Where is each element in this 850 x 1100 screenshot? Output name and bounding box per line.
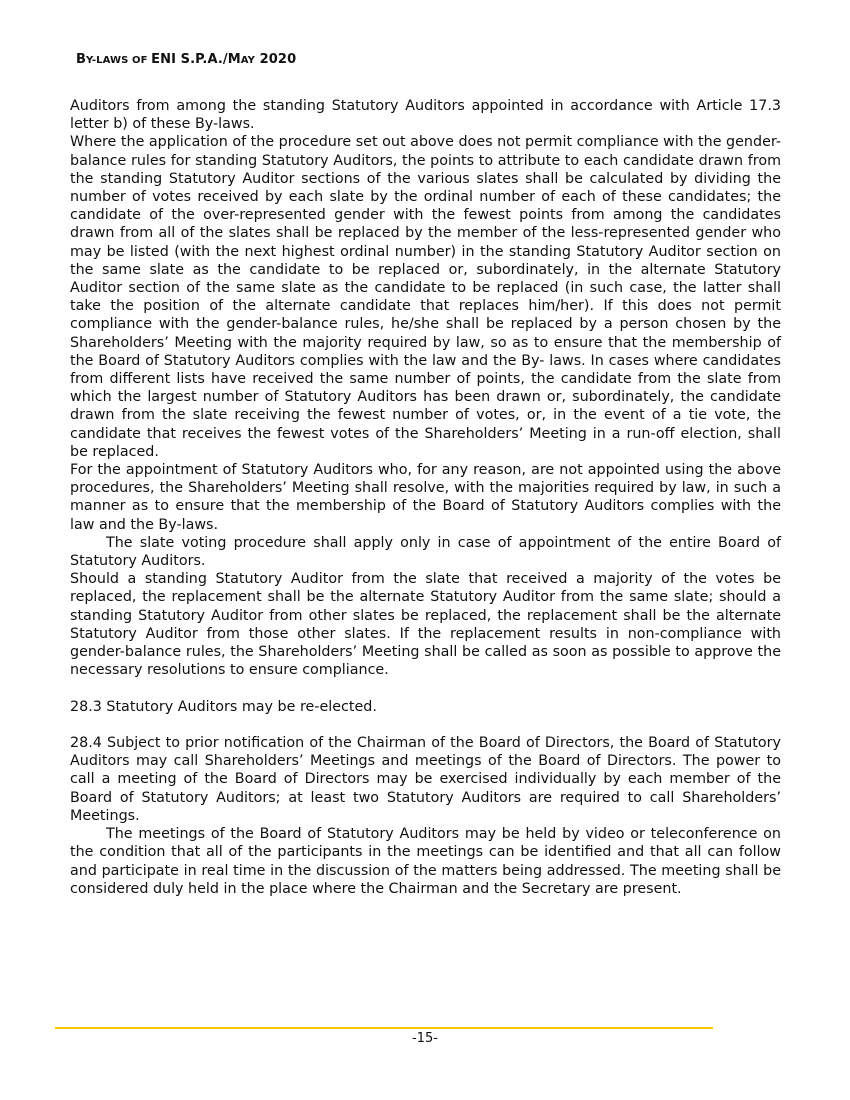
paragraph: Where the application of the procedure set out above does not permit compliance with the gender-balance rules for standing Statutory Auditors, the points to attribute to each candidate drawn from the standing Statutory Auditor sections of the various slates shall be calculated by dividing the number of votes received by each slate by the ordinal number of each of these candidates; the candidate of the over-represented gender with the fewest points from among the candidates drawn from all of the slates shall be replaced by the member of the less-represented gender who may be listed (with the next highest ordinal number) in the standing Statutory Auditor section on the same slate as the candidate to be replaced or, subordinately, in the alternate Statutory Auditor section of the same slate as the candidate to be replaced (in such case, the latter shall take the position of the alternate candidate that replaces him/her). If this does not permit compliance with the gender-balance rules, he/she shall be replaced by a person chosen by the Shareholders’ Meeting with the majority required by law, so as to ensure that the membership of the Board of Statutory Auditors complies with the law and the By- laws. In cases where candidates from different lists have received the same number of points, the candidate from the slate from which the largest number of Statutory Auditors has been drawn or, subordinately, the candidate drawn from the slate receiving the fewest number of votes, or, in the event of a tie vote, the candidate that receives the fewest votes of the Shareholders’ Meeting in a run-off election, shall be replaced. xyxy=(70,134,781,460)
paragraph: The slate voting procedure shall apply only in case of appointment of the entire Board of Statutory Auditors. xyxy=(70,534,781,570)
document-header: BY-LAWS OF ENI S.P.A./MAY 2020 xyxy=(76,52,297,67)
paragraph: Should a standing Statutory Auditor from the slate that received a majority of the votes be replaced, the replacement shall be the alternate Statutory Auditor from the same slate; should a standing Statutory Auditor from other slates be replaced, the replacement shall be the alternate Statutory Auditor from those other slates. If the replacement results in non-compliance with gender-balance rules, the Shareholders’ Meeting shall be called as soon as possible to approve the necessary resolutions to ensure compliance. xyxy=(70,571,781,679)
section-28-3: 28.3 Statutory Auditors may be re-elected. xyxy=(70,698,377,715)
paragraph: Auditors from among the standing Statutory Auditors appointed in accordance with Article 17.3 letter b) of these By-laws. xyxy=(70,98,781,133)
paragraph: The meetings of the Board of Statutory Auditors may be held by video or teleconference on the condition that all of the participants in the meetings can be identified and that all can follow and participate in real time in the discussion of the matters being addressed. The meeting shall be considered duly held in the place where the Chairman and the Secretary are present. xyxy=(70,826,781,897)
section-28-4: 28.4 Subject to prior notification of the Chairman of the Board of Directors, the Board of Statutory Auditors may call Shareholders’ Meetings and meetings of the Board of Directors. The power to call a meeting of the Board of Directors may be exercised individually by each member of the Board of Statutory Auditors; at least two Statutory Auditors are required to call Shareholders’ Meetings. xyxy=(70,735,781,824)
page-number: -15- xyxy=(412,1031,438,1046)
footer-rule xyxy=(55,1027,713,1029)
paragraph: For the appointment of Statutory Auditors who, for any reason, are not appointed using the above procedures, the Shareholders’ Meeting shall resolve, with the majorities required by law, in such a manner as to ensure that the membership of the Board of Statutory Auditors complies with the law and the By-laws. xyxy=(70,462,781,533)
document-body xyxy=(70,97,781,898)
